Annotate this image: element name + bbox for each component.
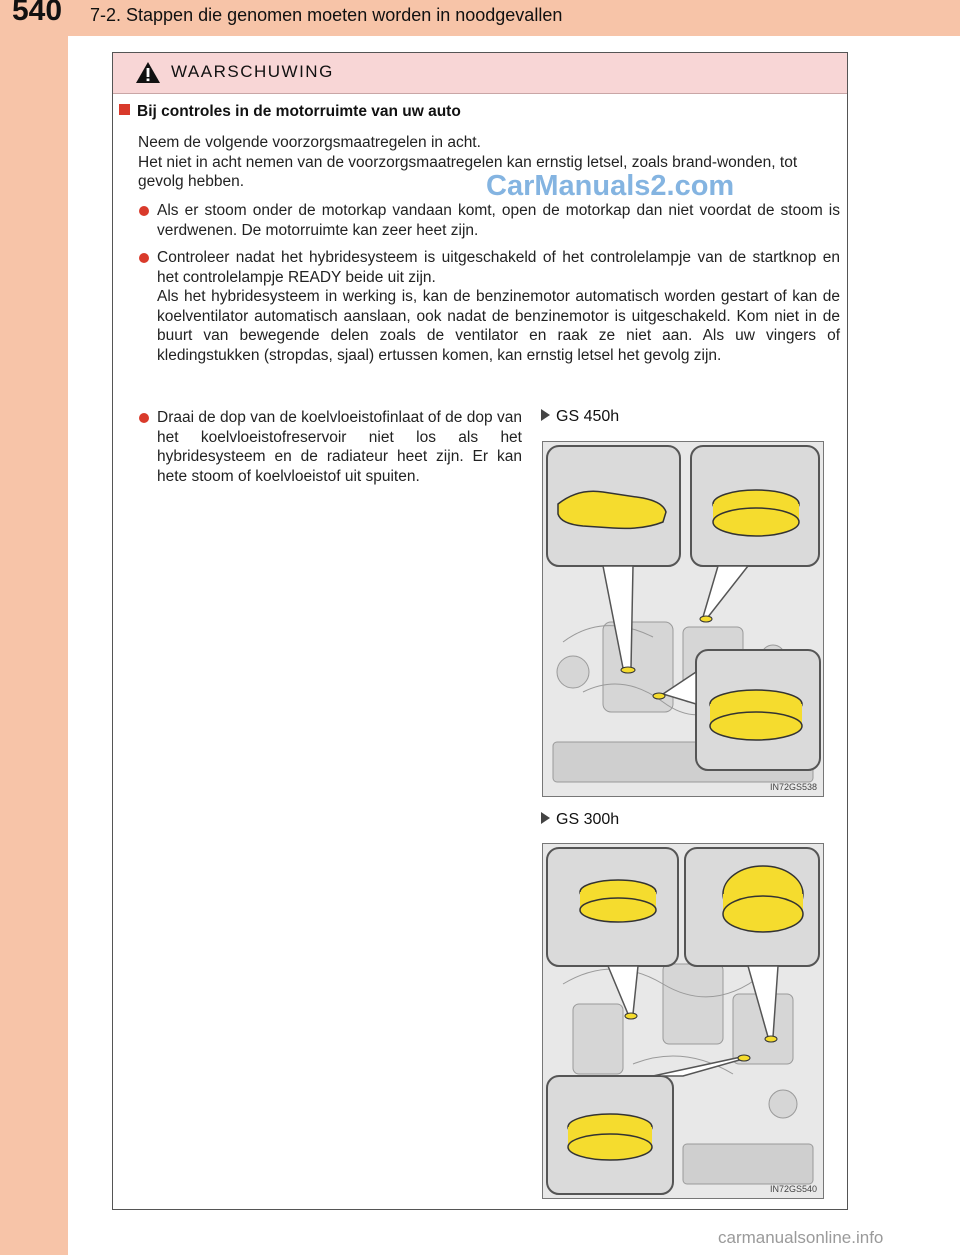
bullet-text: Als er stoom onder de motorkap vandaan komt, open de motorkap dan niet voordat de stoom is verdwenen. De motorruimte kan zeer heet zijn. <box>157 202 840 239</box>
figure-label-gs300h <box>541 811 619 829</box>
engine-bay-illustration <box>543 442 823 796</box>
figure-label-gs450h <box>541 408 619 426</box>
intro-line-2: Het niet in acht nemen van de voorzorgsmaatregelen kan ernstig letsel, zoals brand-wonden, tot gevolg hebben. <box>138 153 798 190</box>
subheading-text: Bij controles in de motorruimte van uw auto <box>137 103 461 120</box>
bullet-text-continued: Als het hybridesysteem in werking is, kan de benzinemotor automatisch worden gestart of kan de koelventilator automatisch aanslaan, ook nadat de benzinemotor is uitgeschakeld. Kom niet in de buurt van bewegende delen zoals de ventilator en raak ze niet aan. Als uw vingers of kledingstukken (stropdas, sjaal) ertussen komen, kan ernstig letsel het gevolg zijn. <box>157 288 840 364</box>
left-margin-band <box>0 0 68 1255</box>
bullet-hybrid-system <box>157 248 840 365</box>
engine-bay-illustration <box>543 844 823 1198</box>
warning-title: WAARSCHUWING <box>171 62 334 81</box>
page-number: 540 <box>12 0 63 27</box>
engine-illustration-gs300h <box>542 843 824 1199</box>
warning-triangle-icon <box>135 61 161 84</box>
engine-illustration-gs450h <box>542 441 824 797</box>
bullet-coolant-cap <box>157 408 522 486</box>
bullet-dot-icon <box>139 206 149 216</box>
section-title: 7-2. Stappen die genomen moeten worden in noodgevallen <box>90 5 563 25</box>
red-square-icon <box>119 104 130 115</box>
bullet-text: Controleer nadat het hybridesysteem is uitgeschakeld of het controlelampje van de startknop en het controlelampje READY beide uit zijn. <box>157 249 840 286</box>
play-triangle-icon <box>541 409 550 421</box>
bullet-text: Draai de dop van de koelvloeistofinlaat of de dop van het koelvloeistofreservoir niet los als het hybridesysteem en de radiateur heet zijn. Er kan hete stoom of koelvloeistof uit spuiten. <box>157 409 522 485</box>
intro-line-1: Neem de volgende voorzorgsmaatregelen in acht. <box>138 134 481 151</box>
figure-label-text: GS 450h <box>556 408 620 425</box>
figure-label-text: GS 300h <box>556 811 620 828</box>
bullet-dot-icon <box>139 253 149 263</box>
figure-code: IN72GS540 <box>769 1184 817 1194</box>
footer-watermark: carmanualsonline.info <box>718 1228 884 1247</box>
figure-code: IN72GS538 <box>769 782 817 792</box>
warning-box <box>112 52 848 1210</box>
warning-header <box>113 53 847 94</box>
bullet-dot-icon <box>139 413 149 423</box>
watermark-carmanuals2: CarManuals2.com <box>486 170 735 202</box>
warning-subheading <box>119 103 461 121</box>
bullet-steam <box>157 201 840 240</box>
play-triangle-icon <box>541 812 550 824</box>
